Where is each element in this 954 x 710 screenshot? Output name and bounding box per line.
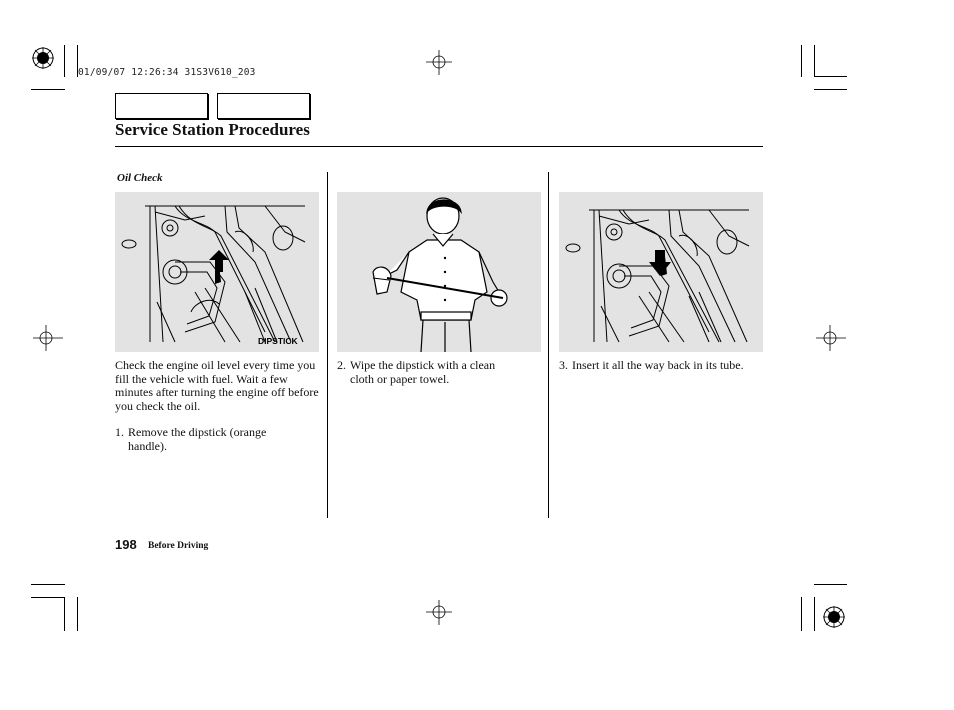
crop-mark <box>801 45 802 77</box>
crop-mark <box>814 45 815 77</box>
crosshair-mark-left <box>33 325 63 351</box>
chapter-name: Before Driving <box>148 541 209 551</box>
step-number: 3. <box>559 358 568 372</box>
step-number: 1. <box>115 425 124 439</box>
engine-dipstick-insertion-illustration <box>559 192 763 352</box>
oil-check-intro-text: Check the engine oil level every time you fill the vehicle with fuel. Wait a few minutes after turning the engine off before you check the oil. <box>115 358 319 413</box>
crop-mark <box>801 597 802 631</box>
wiping-dipstick-illustration <box>337 192 541 352</box>
dipstick-callout: DIPSTICK <box>258 336 298 346</box>
title-rule <box>115 146 763 147</box>
step-number: 2. <box>337 358 346 372</box>
crop-mark <box>31 89 65 90</box>
crop-mark <box>64 597 65 631</box>
section-label: Oil Check <box>117 172 163 184</box>
step-3 <box>559 359 779 375</box>
crop-mark <box>814 584 847 585</box>
engine-dipstick-removal-illustration <box>115 192 319 352</box>
page-number: 198 <box>115 537 137 552</box>
header-tab-box-1 <box>115 93 208 119</box>
crop-mark <box>77 597 78 631</box>
registration-mark-top-left <box>30 45 60 75</box>
step-text: Wipe the dipstick with a clean cloth or paper towel. <box>350 358 496 386</box>
print-stamp: 01/09/07 12:26:34 31S3V610_203 <box>78 67 256 78</box>
registration-mark-bottom-right <box>821 604 851 634</box>
crop-mark <box>814 76 847 77</box>
crop-mark <box>814 89 847 90</box>
column-divider-2 <box>548 172 549 518</box>
page-title: Service Station Procedures <box>115 120 310 139</box>
header-tab-box-2 <box>217 93 310 119</box>
crop-mark <box>64 45 65 77</box>
column-divider-1 <box>327 172 328 518</box>
crop-mark <box>31 597 65 598</box>
step-1 <box>115 426 323 456</box>
crop-mark <box>814 597 815 631</box>
crosshair-mark-bottom <box>426 600 452 626</box>
step-text: Remove the dipstick (orange handle). <box>128 425 267 453</box>
crop-mark <box>31 584 65 585</box>
crosshair-mark-right <box>816 325 846 351</box>
step-text: Insert it all the way back in its tube. <box>572 358 744 372</box>
step-2 <box>337 359 542 389</box>
crosshair-mark-top <box>426 50 452 76</box>
